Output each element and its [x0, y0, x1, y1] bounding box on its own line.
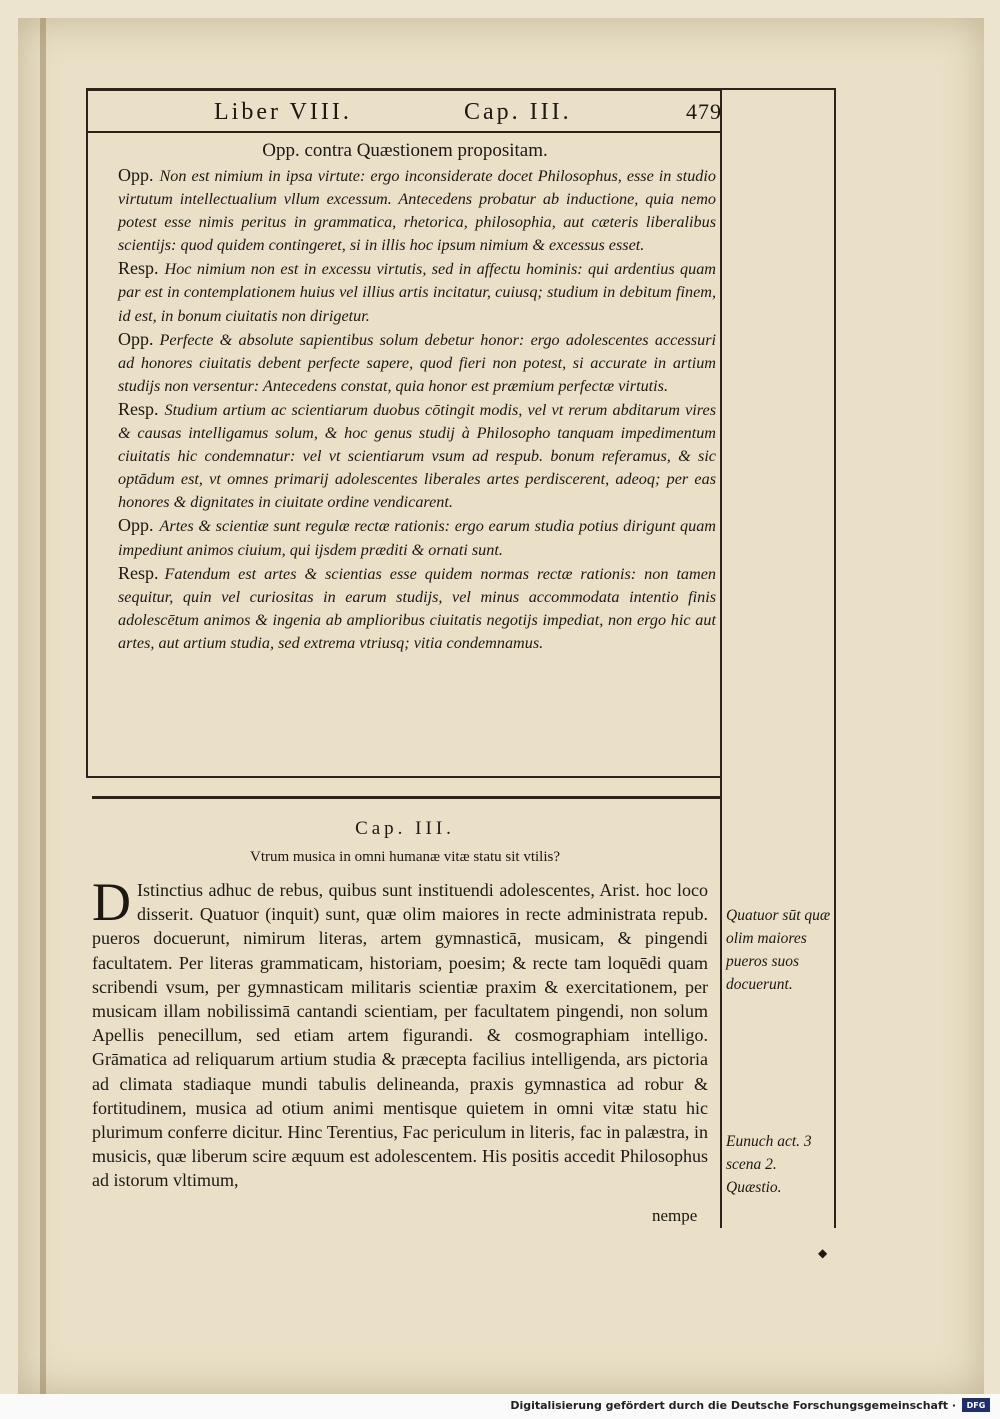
chapter-subtitle: Vtrum musica in omni humanæ vitæ statu sit vtilis?: [250, 849, 560, 865]
label-resp: Resp.: [118, 398, 159, 419]
paragraph-text: Hoc nimium non est in excessu virtutis, sed in affectu hominis: qui ardentius quam par est in contemplationem huius vel illius artis incitatur, cuiusq; studium in debitum finem, id est, in bonum ciuitatis non dirigetur.: [118, 260, 716, 325]
chapter-title: Cap. III.: [355, 818, 455, 839]
paragraph-resp-3: [118, 562, 716, 655]
header-cap: Cap. III.: [464, 98, 572, 125]
paragraph-text: Artes & scientiæ sunt regulæ rectæ rationis: ergo earum studia potius dirigunt quam impediunt animos ciuium, qui ijsdem præditi & ornati sunt.: [118, 517, 716, 559]
label-opp: Opp.: [118, 515, 154, 536]
dfg-logo-icon: DFG: [962, 1398, 990, 1412]
paragraph-resp-2: [118, 398, 716, 514]
chapter-rule: [92, 796, 722, 799]
label-opp: Opp.: [118, 165, 154, 185]
footer-credit: Digitalisierung gefördert durch die Deutsche Forschungsgemeinschaft ·: [510, 1399, 956, 1412]
right-rule: [720, 88, 722, 1228]
top-rule: [86, 88, 722, 91]
running-header: [90, 94, 720, 130]
page-number: 479: [686, 99, 722, 124]
body-text: Istinctius adhuc de rebus, quibus sunt instituendi adolescentes, Arist. hoc loco disserit. Quatuor (inquit) sunt, quæ olim maiores in recte administrata repub. pueros docuerunt, nimirum literas, artem gymnasticā, musicam, & pingendi facultatem. Per literas grammaticam, historiam, poesim; & recte tam loquēdi quam scribendi vsum, per gymnasticam militaris scientiæ praxim & exercitationem, per musicam illam nobilissimā cantandi scientiam, per facultatem pingendi, non solum Apellis penecillum, sed etiam artem figurandi. & cosmographiam intelligo. Grāmatica ad reliquarum artium studia & præcepta facilius intelligenda, ars pictoria ad climata stadiaque mundi tabulis delineanda, praxis gymnastica ad robur & fortitudinem, musica ad otium animi mentisque quietem in omni vitæ statu hic plurimum conferre dicitur. Hinc Terentius, Fac periculum in literis, fac in palæstra, in musicis, quæ liberum scire æquum est adolescentem. His positis accedit Philosophus ad istorum vltimum,: [92, 880, 708, 1191]
drop-cap: D: [92, 872, 131, 932]
box-title: Opp. contra Quæstionem propositam.: [262, 140, 548, 161]
chapter-body: [92, 872, 708, 1193]
paragraph-opp-2: [118, 328, 716, 398]
ornament-icon: ◆: [818, 1246, 828, 1260]
page-edge: [40, 18, 46, 1394]
catchword: nempe: [652, 1206, 698, 1225]
paragraph-text: Fatendum est artes & scientias esse quidem normas rectæ rationis: non tamen sequitur, quin vel curiositas in earum studijs, vel minus accommodata intentio finis adolescētum animos & ingenia ab amplioribus ciuitatis negotijs impediat, non ergo hic aut artes, aut artium studia, sed extrema vtriusq; vitia condemnamus.: [118, 564, 716, 652]
margin-note-1: Quatuor sūt quæ olim maiores pueros suos docuerunt.: [726, 907, 831, 993]
label-opp: Opp.: [118, 328, 154, 349]
margin-note-2: Eunuch act. 3 scena 2. Quæstio.: [726, 1133, 812, 1196]
left-rule: [86, 88, 88, 778]
paragraph-text: Studium artium ac scientiarum duobus cōtingit modis, vel vt rerum abditarum vires & causas intelligamus solum, & hoc genus studij à Philosopho tanquam impedimentum ciuitatis hic condemnatur: vel vt scientiarum vsum ad respub. bonum referamus, & sic optādum est, vt omnes primarij adolescentes liberales artes perdiscerent, adeoq; per eas honores & dignitates in ciuitate ordine vendicarent.: [118, 400, 716, 512]
paragraph-opp-1: [118, 164, 716, 257]
header-rule: [86, 131, 722, 133]
paragraph-text: Perfecte & absolute sapientibus solum debetur honor: ergo adolescentes accessuri ad honores ciuitatis debent perfecte sapere, quod fieri non potest, si accurate in artium studijs non versentur: Antecedens constat, quia honor est præmium perfectæ virtutis.: [118, 330, 716, 395]
objections-block: [118, 164, 716, 655]
outer-top-rule: [720, 88, 836, 90]
header-liber: Liber VIII.: [214, 98, 352, 125]
paragraph-opp-3: [118, 514, 716, 561]
label-resp: Resp.: [118, 562, 159, 583]
outer-right-rule: [834, 88, 836, 1228]
label-resp: Resp.: [118, 258, 159, 279]
paragraph-text: Non est nimium in ipsa virtute: ergo inconsiderate docet Philosophus, esse in studio virtutum intellectualium vllum excessum. Antecedens probatur ab inductione, quia nemo potest esse nimis peritus in grammatica, rhetorica, philosophia, aut cæteris liberalibus scientijs: quod quidem contingeret, si in illis hoc ipsum nimium & excessus esset.: [118, 167, 716, 255]
paragraph-resp-1: [118, 257, 716, 327]
box-bottom-rule: [86, 776, 722, 778]
